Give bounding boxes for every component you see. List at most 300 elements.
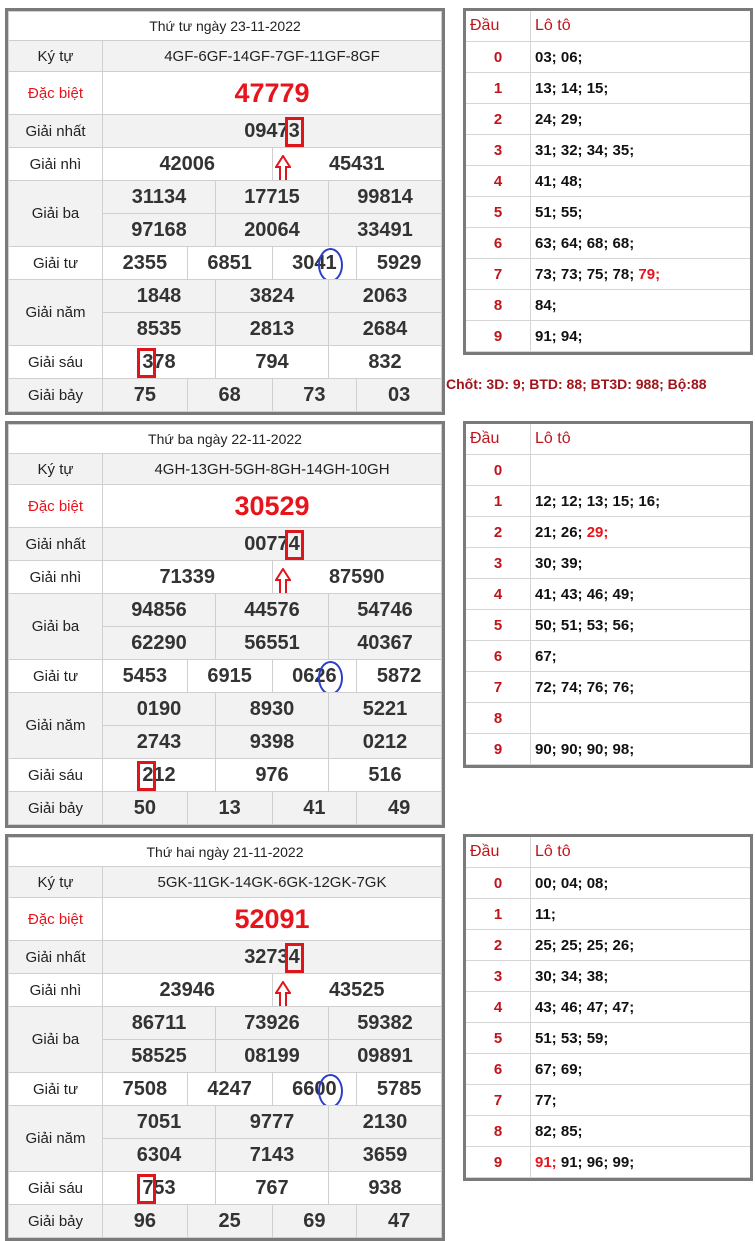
fourth-prize-3: 5785 [376,1077,422,1100]
loto-row [466,992,750,1023]
fourth-prize-1: 6851 [207,251,252,274]
draw-date-title: Thứ tư ngày 23-11-2022 [149,18,301,34]
third-cell [103,214,216,247]
kyty-codes: 4GF-6GF-14GF-7GF-11GF-8GF [164,47,380,65]
fourth-prize-2: 6600 [292,1077,337,1100]
loto-values: 11; [535,905,556,923]
label-fourth: Giải tư [32,1080,79,1098]
loto-row [466,868,750,899]
loto-row [466,1116,750,1147]
fifth-prize-1: 8930 [249,697,295,720]
loto-head-dau: Đầu [466,837,531,868]
third-prize-1: 44576 [244,598,300,621]
fifth-cell [329,313,442,346]
fifth-prize-5: 2684 [362,317,408,340]
loto-row [466,672,750,703]
first-cell [103,115,442,148]
third-cell [329,181,442,214]
label-special: Đặc biệt [27,910,84,928]
loto-dau: 8 [466,1116,531,1147]
loto-dau: 4 [466,579,531,610]
loto-values: 82; 85; [535,1122,583,1140]
fifth-prize-2: 2130 [362,1110,408,1133]
fifth-cell [216,726,329,759]
third-prize-3: 97168 [131,218,187,241]
kyty-cell [103,867,442,898]
loto-dau: 1 [466,73,531,104]
label-cell [9,1106,103,1172]
loto-dau: 7 [466,1085,531,1116]
loto-values: 90; 90; 90; 98; [535,740,635,758]
fourth-cell [272,247,357,280]
loto-dau: 9 [466,734,531,765]
fourth-cell [187,660,272,693]
sixth-prize-0: 212 [142,763,176,786]
loto-row [466,486,750,517]
loto-row [466,641,750,672]
third-cell [103,1040,216,1073]
label-cell [9,181,103,247]
second-prize-1: 87590 [328,565,385,588]
prediction-text: Chốt: 3D: 9; BTD: 88; BT3D: 988; Bộ:88 [446,376,707,392]
loto-row [466,1023,750,1054]
sixth-prize-2: 516 [368,763,402,786]
third-cell [216,214,329,247]
first-prize: 09473 [244,119,300,142]
loto-dau: 6 [466,1054,531,1085]
fourth-prize-3: 5872 [376,664,422,687]
first-cell [103,941,442,974]
seventh-prize-3: 03 [388,383,411,406]
label-cell [9,660,103,693]
loto-values: 51; 55; [535,203,583,221]
label-second: Giải nhì [29,981,82,999]
fifth-cell [329,280,442,313]
loto-row [466,197,750,228]
sixth-cell [103,759,216,792]
highlight-ellipse [318,248,343,280]
fifth-prize-1: 3824 [249,284,295,307]
loto-dau: 9 [466,1147,531,1178]
draw-date-title: Thứ hai ngày 21-11-2022 [146,844,304,860]
loto-dau: 9 [466,321,531,352]
loto-values: 30; 34; 38; [535,967,609,985]
highlight-ellipse [318,1074,343,1106]
loto-row [466,259,750,290]
third-prize-5: 09891 [357,1044,413,1067]
fifth-cell [103,1139,216,1172]
loto-table-2 [463,834,753,1181]
fourth-cell [357,247,442,280]
third-prize-0: 86711 [131,1011,187,1034]
third-prize-4: 56551 [244,631,300,654]
seventh-cell [103,1205,188,1238]
loto-row [466,1085,750,1116]
third-prize-1: 73926 [244,1011,300,1034]
label-cell [9,561,103,594]
label-cell [9,454,103,485]
loto-head-dau: Đầu [466,424,531,455]
fourth-prize-wrap [292,665,337,688]
loto-dau: 3 [466,548,531,579]
third-prize-0: 31134 [131,185,187,208]
fifth-prize-5: 3659 [362,1143,408,1166]
third-prize-3: 62290 [131,631,187,654]
seventh-cell [357,379,442,412]
label-seventh: Giải bảy [27,386,84,404]
loto-values: 63; 64; 68; 68; [535,234,635,252]
second-prize-0: 23946 [159,978,216,1001]
fifth-cell [216,1106,329,1139]
loto-head-loto: Lô tô [531,424,751,455]
seventh-cell [187,1205,272,1238]
third-cell [216,181,329,214]
fifth-prize-0: 7051 [136,1110,182,1133]
seventh-cell [357,792,442,825]
second-cell [272,148,442,181]
third-cell [329,594,442,627]
loto-head-dau: Đầu [466,11,531,42]
label-third: Giải ba [31,1031,80,1048]
loto-values: 84; [535,296,557,314]
up-arrow-icon [275,155,291,181]
label-cell [9,759,103,792]
third-prize-5: 33491 [357,218,413,241]
label-cell [9,280,103,346]
seventh-prize-2: 69 [303,1209,326,1232]
loto-row [466,579,750,610]
third-cell [103,627,216,660]
loto-dau: 3 [466,961,531,992]
loto-values: 91; 94; [535,327,583,345]
third-prize-1: 17715 [244,185,300,208]
loto-row [466,321,750,352]
seventh-prize-0: 96 [133,1209,156,1232]
label-cell [9,148,103,181]
result-table-0 [5,8,445,415]
third-cell [103,1007,216,1040]
fifth-prize-2: 5221 [362,697,408,720]
label-second: Giải nhì [29,568,82,586]
fifth-cell [329,1106,442,1139]
loto-row [466,455,750,486]
loto-row [466,73,750,104]
label-cell [9,867,103,898]
third-cell [329,214,442,247]
loto-row [466,610,750,641]
loto-row [466,1147,750,1178]
loto-values: 03; 06; [535,48,583,66]
seventh-cell [187,379,272,412]
third-prize-2: 54746 [357,598,413,621]
loto-head-loto: Lô tô [531,837,751,868]
label-cell [9,528,103,561]
label-first: Giải nhất [25,122,86,140]
second-cell [103,148,273,181]
loto-values: 41; 43; 46; 49; [535,585,635,603]
loto-dau: 4 [466,992,531,1023]
label-special: Đặc biệt [27,84,84,102]
loto-dau: 5 [466,197,531,228]
third-prize-4: 20064 [244,218,300,241]
label-first: Giải nhất [25,948,86,966]
loto-dau: 7 [466,672,531,703]
loto-dau: 6 [466,228,531,259]
loto-row [466,930,750,961]
sixth-cell [329,759,442,792]
seventh-prize-1: 25 [218,1209,241,1232]
highlight-box [137,1174,156,1204]
fourth-prize-2: 0626 [292,664,337,687]
loto-row [466,1054,750,1085]
loto-row [466,42,750,73]
label-kyty: Ký tự [37,47,74,65]
loto-values: 31; 32; 34; 35; [535,141,635,159]
fourth-cell [103,660,188,693]
fourth-cell [187,1073,272,1106]
title-cell [9,12,442,41]
loto-row [466,290,750,321]
third-cell [216,1007,329,1040]
fourth-prize-2: 3041 [292,251,337,274]
sixth-prize-wrap [142,1177,175,1200]
third-prize-5: 40367 [357,631,413,654]
fifth-cell [103,313,216,346]
label-kyty: Ký tự [37,873,74,891]
fourth-cell [187,247,272,280]
first-prize-wrap [244,120,300,143]
third-cell [103,594,216,627]
second-cell [103,974,273,1007]
fifth-prize-4: 9398 [249,730,295,753]
loto-dau: 8 [466,703,531,734]
fifth-prize-0: 1848 [136,284,182,307]
fifth-cell [216,1139,329,1172]
loto-dau: 8 [466,290,531,321]
label-cell [9,1007,103,1073]
third-cell [216,594,329,627]
fifth-cell [329,1139,442,1172]
sixth-cell [216,759,329,792]
label-cell [9,1073,103,1106]
loto-dau: 2 [466,517,531,548]
label-seventh: Giải bảy [27,1212,84,1230]
fifth-prize-0: 0190 [136,697,182,720]
label-cell [9,974,103,1007]
loto-values: 50; 51; 53; 56; [535,616,635,634]
third-prize-0: 94856 [131,598,187,621]
label-cell [9,941,103,974]
second-prize-1: 45431 [328,152,385,175]
loto-row [466,104,750,135]
loto-dau: 3 [466,135,531,166]
loto-values: 73; 73; 75; 78; [535,265,639,283]
third-prize-4: 08199 [244,1044,300,1067]
special-prize: 47779 [234,77,310,108]
loto-values: 13; 14; 15; [535,79,609,97]
fifth-cell [103,693,216,726]
label-cell [9,898,103,941]
draw-date-title: Thứ ba ngày 22-11-2022 [148,431,302,447]
special-prize: 30529 [234,490,310,521]
fifth-prize-4: 7143 [249,1143,295,1166]
fourth-prize-wrap [292,1078,337,1101]
seventh-prize-2: 73 [303,383,326,406]
seventh-prize-3: 49 [388,796,411,819]
highlight-box [285,117,304,147]
result-table-2 [5,834,445,1241]
fourth-prize-0: 5453 [122,664,168,687]
seventh-cell [103,379,188,412]
loto-dau: 2 [466,930,531,961]
seventh-cell [103,792,188,825]
fourth-prize-1: 4247 [207,1077,252,1100]
label-kyty: Ký tự [37,460,74,478]
second-prize-0: 42006 [159,152,216,175]
loto-dau: 2 [466,104,531,135]
second-cell [272,561,442,594]
loto-values: 24; 29; [535,110,583,128]
fifth-prize-3: 2743 [136,730,182,753]
title-cell [9,838,442,867]
seventh-cell [272,379,357,412]
kyty-codes: 4GH-13GH-5GH-8GH-14GH-10GH [154,460,390,478]
loto-head-loto: Lô tô [531,11,751,42]
loto-row [466,899,750,930]
label-cell [9,594,103,660]
first-prize: 32734 [244,945,300,968]
loto-table-0 [463,8,753,355]
kyty-cell [103,41,442,72]
fourth-cell [357,660,442,693]
loto-row [466,961,750,992]
third-cell [103,181,216,214]
seventh-cell [187,792,272,825]
result-table-1 [5,421,445,828]
loto-dau: 7 [466,259,531,290]
loto-dau: 1 [466,899,531,930]
loto-dau: 0 [466,455,531,486]
sixth-cell [329,1172,442,1205]
fourth-prize-3: 5929 [376,251,422,274]
fifth-cell [216,313,329,346]
fourth-cell [272,660,357,693]
third-cell [329,1040,442,1073]
first-prize: 00774 [244,532,300,555]
fifth-cell [103,280,216,313]
label-cell [9,346,103,379]
sixth-prize-1: 767 [255,1176,289,1199]
highlight-box [137,348,156,378]
fourth-cell [272,1073,357,1106]
loto-values: 43; 46; 47; 47; [535,998,635,1016]
special-cell [103,898,442,941]
loto-row [466,517,750,548]
loto-dau: 1 [466,486,531,517]
label-cell [9,247,103,280]
loto-special: 79; [638,265,661,283]
highlight-box [285,943,304,973]
seventh-cell [272,792,357,825]
label-cell [9,792,103,825]
loto-values: 41; 48; [535,172,583,190]
loto-row [466,228,750,259]
loto-values: 21; 26; [535,523,587,541]
fourth-prize-1: 6915 [207,664,252,687]
title-cell [9,425,442,454]
special-prize: 52091 [234,903,310,934]
fifth-cell [103,1106,216,1139]
fourth-cell [357,1073,442,1106]
fifth-cell [329,726,442,759]
label-cell [9,72,103,115]
loto-dau: 6 [466,641,531,672]
label-cell [9,485,103,528]
second-prize-1: 43525 [328,978,385,1001]
sixth-prize-1: 976 [255,763,289,786]
label-third: Giải ba [31,205,80,222]
third-prize-2: 99814 [357,185,413,208]
label-cell [9,1172,103,1205]
label-fifth: Giải năm [25,1130,86,1147]
seventh-prize-2: 41 [303,796,326,819]
fifth-cell [329,693,442,726]
seventh-cell [272,1205,357,1238]
sixth-prize-2: 832 [368,350,402,373]
fifth-prize-3: 8535 [136,317,182,340]
label-sixth: Giải sáu [27,353,84,371]
loto-values: 12; 12; 13; 15; 16; [535,492,661,510]
highlight-box [285,530,304,560]
first-prize-wrap [244,533,300,556]
loto-values: 00; 04; 08; [535,874,609,892]
label-cell [9,115,103,148]
sixth-prize-2: 938 [368,1176,402,1199]
loto-values: 72; 74; 76; 76; [535,678,635,696]
loto-values: 30; 39; [535,554,583,572]
label-cell [9,379,103,412]
loto-dau: 0 [466,42,531,73]
loto-values-after: 91; 96; 99; [556,1153,635,1171]
kyty-cell [103,454,442,485]
third-cell [329,627,442,660]
label-sixth: Giải sáu [27,766,84,784]
loto-values: 77; [535,1091,557,1109]
seventh-prize-0: 50 [133,796,156,819]
label-sixth: Giải sáu [27,1179,84,1197]
sixth-prize-wrap [142,764,175,787]
fourth-prize-wrap [292,252,337,275]
loto-values: 51; 53; 59; [535,1029,609,1047]
fourth-cell [103,1073,188,1106]
fifth-cell [103,726,216,759]
label-fourth: Giải tư [32,254,79,272]
loto-dau: 4 [466,166,531,197]
sixth-cell [216,346,329,379]
label-special: Đặc biệt [27,497,84,515]
loto-values: 67; 69; [535,1060,583,1078]
third-prize-2: 59382 [357,1011,413,1034]
sixth-prize-0: 378 [142,350,176,373]
label-fifth: Giải năm [25,717,86,734]
loto-row [466,166,750,197]
sixth-cell [329,346,442,379]
loto-row [466,734,750,765]
loto-special: 91; [535,1153,557,1171]
loto-row [466,135,750,166]
label-third: Giải ba [31,618,80,635]
first-prize-wrap [244,946,300,969]
